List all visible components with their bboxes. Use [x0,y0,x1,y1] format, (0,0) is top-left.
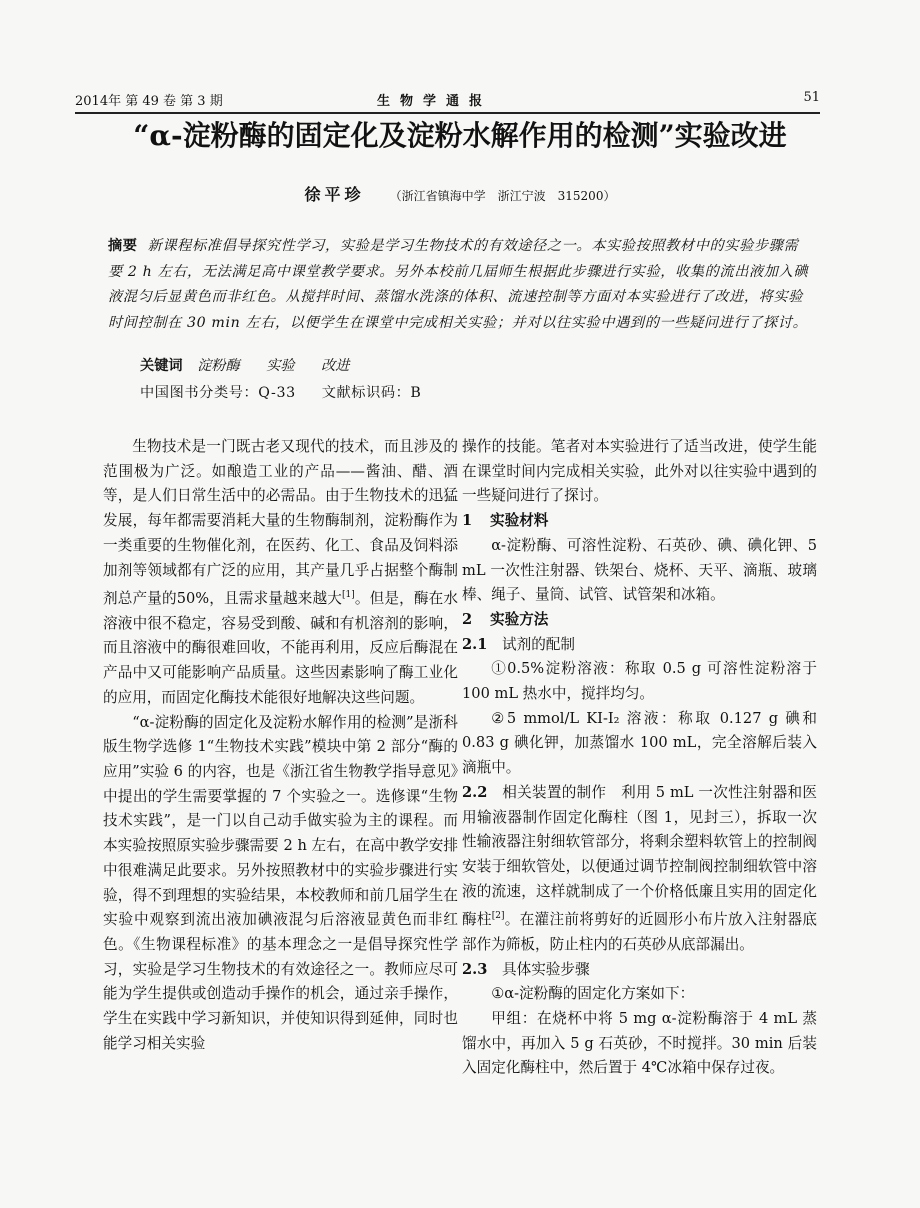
abstract-text: 新课程标准倡导探究性学习，实验是学习生物技术的有效途径之一。本实验按照教材中的实验步骤需要 2 h 左右，无法满足高中课堂教学要求。另外本校前几届师生根据此步骤进行实验，收集的流出液加入碘液混匀后显黄色而非红色。从搅拌时间、蒸馏水洗涤的体积、流速控制等方面对本实验进行了改进，将实验时间控制在 30 min 左右，以便学生在课堂中完成相关实验；并对以往实验中遇到的一些疑问进行了探讨。 [108,238,809,331]
citation: [1] [342,590,355,601]
keywords-label: 关键词 [140,358,183,374]
section-heading: 2 实验方法 [462,610,549,628]
section-heading: 1 实验材料 [462,512,549,530]
subsection-heading: 2.3 具体实验步骤 [462,960,590,978]
author-affiliation: （浙江省镇海中学 浙江宁波 315200） [389,189,616,203]
article-title: “α-淀粉酶的固定化及淀粉水解作用的检测”实验改进 [133,119,787,152]
left-column [103,435,458,1056]
paragraph: 甲组：在烧杯中将 5 mg α-淀粉酶溶于 4 mL 蒸馏水中，再加入 5 g 石英砂，不时搅拌。30 min 后装入固定化酶柱中，然后置于 4℃冰箱中保存过夜。 [462,1010,817,1077]
classification-line [140,382,421,402]
keyword: 改进 [321,358,350,374]
author-line [0,182,920,205]
paragraph: 操作的技能。笔者对本实验进行了适当改进，使学生能在课堂时间内完成相关实验，此外对以往实验中遇到的一些疑问进行了探讨。 [462,438,817,505]
author-name: 徐平珍 [304,185,365,204]
abstract-label: 摘要 [108,238,138,254]
right-column [462,435,817,1081]
paragraph: 生物技术是一门既古老又现代的技术，而且涉及的范围极为广泛。如酿造工业的产品——酱油、醋、酒等，是人们日常生活中的必需品。由于生物技术的迅猛发展，每年都需要消耗大量的生物酶制剂，淀粉酶作为一类重要的生物催化剂，在医药、化工、食品及饲料添加剂等领域都有广泛的应用，其产量几乎占据整个酶制剂总产量的50%，且需求量越来越大[1]。但是，酶在水溶液中很不稳定，容易受到酸、碱和有机溶剂的影响，而且溶液中的酶很难回收，不能再利用，反应后酶混在产品中又可能影响产品质量。这些因素影响了酶工业化的应用，而固定化酶技术能很好地解决这些问题。 [103,438,458,706]
clc-number: 中国图书分类号：Q-33 [140,385,296,401]
citation: [2] [491,911,505,922]
document-code: 文献标识码：B [321,385,422,401]
keyword: 淀粉酶 [197,358,240,374]
running-header [75,84,820,114]
abstract [108,234,812,336]
paragraph: ②5 mmol/L KI-I₂ 溶液：称取 0.127 g 碘和 0.83 g 碘化钾，加蒸馏水 100 mL，完全溶解后装入滴瓶中。 [462,709,817,777]
journal-name: 生物学通报 [377,94,493,109]
paragraph: α-淀粉酶、可溶性淀粉、石英砂、碘、碘化钾、5 mL 一次性注射器、铁架台、烧杯、天平、滴瓶、玻璃棒、绳子、量筒、试管、试管架和冰箱。 [462,536,817,604]
subsection-heading: 2.1 试剂的配制 [462,635,575,653]
keywords [140,355,371,375]
paragraph: ①0.5%淀粉溶液：称取 0.5 g 可溶性淀粉溶于 100 mL 热水中，搅拌均匀。 [462,660,817,703]
paragraph: ①α-淀粉酶的固定化方案如下： [491,985,695,1003]
journal-issue: 2014年 第 49 卷 第 3 期 [75,94,223,109]
page-number: 51 [803,90,820,105]
paragraph: “α-淀粉酶的固定化及淀粉水解作用的检测”是浙科版生物学选修 1“生物技术实践”模块中第 2 部分“酶的应用”实验 6 的内容，也是《浙江省生物教学指导意见》中提出的学生需要掌握的 7 个实验之一。选修课“生物技术实践”，是一门以自己动手做实验为主的课程。而本实验按照原实验步骤需要 2 h 左右，在高中教学安排中很难满足此要求。另外按照教材中的实验步骤进行实验，得不到理想的实验结果，本校教师和前几届学生在实验中观察到流出液加碘液混匀后溶液显黄色而非红色。《生物课程标准》的基本理念之一是倡导探究性学习，实验是学习生物技术的有效途径之一。教师应尽可能为学生提供或创造动手操作的机会，通过亲手操作，学生在实践中学习新知识，并使知识得到延伸，同时也能学习相关实验 [103,713,458,1052]
keyword: 实验 [266,358,295,374]
subsection-paragraph: 2.2 相关装置的制作 利用 5 mL 一次性注射器和医用输液器制作固定化酶柱（图 1，见封三），拆取一次性输液器注射细软管部分，将剩余塑料软管上的控制阀安装于细软管处，以便通过调节控制阀控制细软管中溶液的流速，这样就制成了一个价格低廉且实用的固定化酶柱[2]。在灌注前将剪好的近圆形小布片放入注射器底部作为筛板，防止柱内的石英砂从底部漏出。 [462,783,817,953]
